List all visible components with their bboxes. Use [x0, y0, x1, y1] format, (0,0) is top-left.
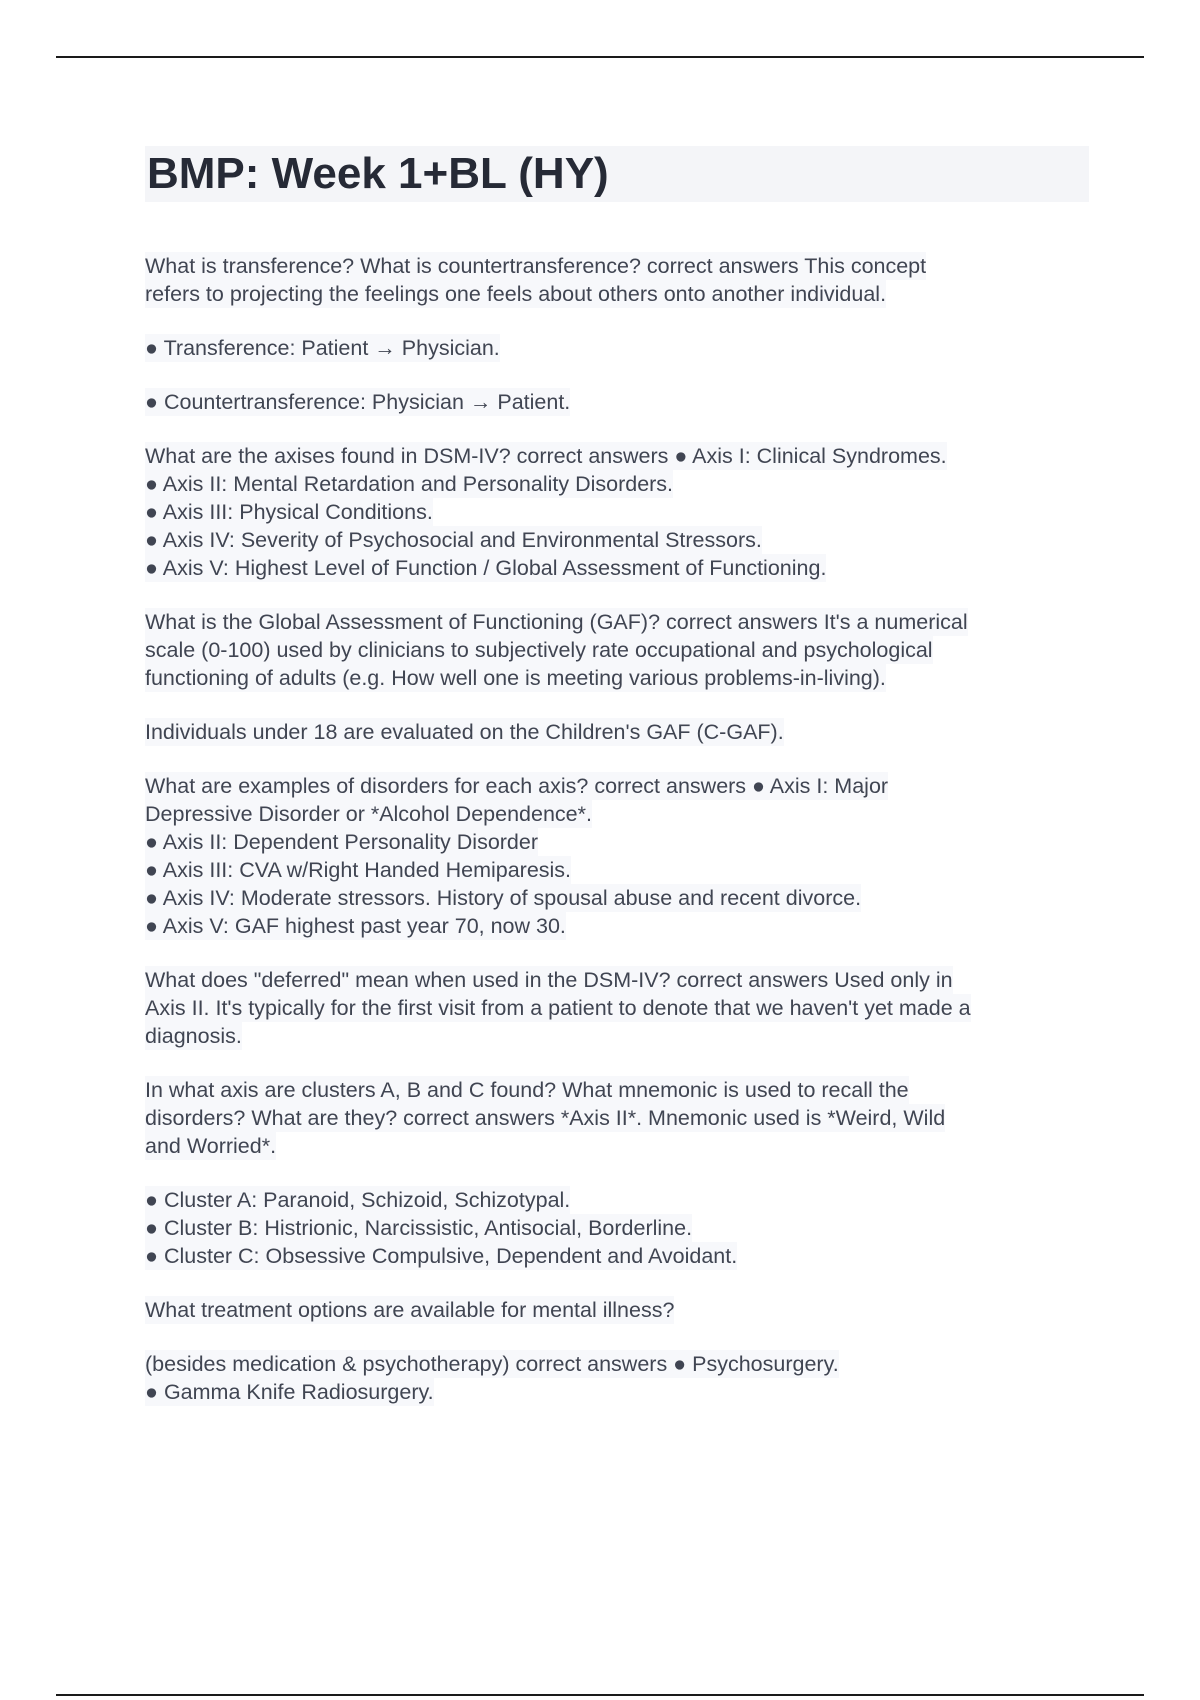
text-line: ● Gamma Knife Radiosurgery.: [145, 1380, 434, 1404]
document-body: [145, 146, 1089, 1432]
text-block: [145, 252, 1089, 308]
text-line: Individuals under 18 are evaluated on the Children's GAF (C-GAF).: [145, 720, 784, 744]
text-line: What are examples of disorders for each axis? correct answers ● Axis I: Major: [145, 774, 889, 798]
text-line: diagnosis.: [145, 1024, 242, 1048]
text-line: refers to projecting the feelings one feels about others onto another individual.: [145, 282, 887, 306]
text-line: ● Axis II: Dependent Personality Disorder: [145, 830, 539, 854]
text-line: What does "deferred" mean when used in the DSM-IV? correct answers Used only in: [145, 968, 953, 992]
text-block: [145, 966, 1089, 1050]
qa-blocks: [145, 252, 1089, 1406]
text-line: Depressive Disorder or *Alcohol Dependence*.: [145, 802, 592, 826]
text-line: ● Cluster A: Paranoid, Schizoid, Schizotypal.: [145, 1188, 571, 1212]
text-block: [145, 608, 1089, 692]
text-line: Axis II. It's typically for the first visit from a patient to denote that we haven't yet made a: [145, 996, 971, 1020]
text-line: ● Axis V: Highest Level of Function / Global Assessment of Functioning.: [145, 556, 827, 580]
text-line: ● Cluster C: Obsessive Compulsive, Dependent and Avoidant.: [145, 1244, 738, 1268]
title-banner: [145, 146, 1089, 202]
text-line: ● Axis III: CVA w/Right Handed Hemiparesis.: [145, 858, 572, 882]
text-line: functioning of adults (e.g. How well one is meeting various problems-in-living).: [145, 666, 886, 690]
text-line: ● Axis IV: Moderate stressors. History of spousal abuse and recent divorce.: [145, 886, 862, 910]
text-block: [145, 388, 1089, 416]
bottom-rule: [56, 1694, 1144, 1696]
top-rule: [56, 56, 1144, 58]
text-line: What are the axises found in DSM-IV? correct answers ● Axis I: Clinical Syndromes.: [145, 444, 947, 468]
text-line: In what axis are clusters A, B and C found? What mnemonic is used to recall the: [145, 1078, 909, 1102]
text-line: ● Axis III: Physical Conditions.: [145, 500, 433, 524]
text-block: [145, 1076, 1089, 1160]
text-block: [145, 1186, 1089, 1270]
text-line: and Worried*.: [145, 1134, 277, 1158]
page-title: BMP: Week 1+BL (HY): [147, 149, 609, 198]
text-line: What treatment options are available for mental illness?: [145, 1298, 675, 1322]
text-block: [145, 1296, 1089, 1324]
text-block: [145, 1350, 1089, 1406]
text-block: [145, 334, 1089, 362]
text-block: [145, 442, 1089, 582]
text-line: ● Axis IV: Severity of Psychosocial and Environmental Stressors.: [145, 528, 762, 552]
text-line: (besides medication & psychotherapy) correct answers ● Psychosurgery.: [145, 1352, 839, 1376]
text-line: scale (0-100) used by clinicians to subjectively rate occupational and psychological: [145, 638, 933, 662]
text-line: ● Cluster B: Histrionic, Narcissistic, Antisocial, Borderline.: [145, 1216, 693, 1240]
text-line: disorders? What are they? correct answers *Axis II*. Mnemonic used is *Weird, Wild: [145, 1106, 946, 1130]
text-line: ● Axis II: Mental Retardation and Personality Disorders.: [145, 472, 674, 496]
text-block: [145, 772, 1089, 940]
text-line: What is transference? What is countertransference? correct answers This concept: [145, 254, 927, 278]
text-line: ● Transference: Patient → Physician.: [145, 336, 500, 360]
text-line: ● Countertransference: Physician → Patient.: [145, 390, 571, 414]
text-line: What is the Global Assessment of Functioning (GAF)? correct answers It's a numerical: [145, 610, 968, 634]
text-line: ● Axis V: GAF highest past year 70, now 30.: [145, 914, 566, 938]
text-block: [145, 718, 1089, 746]
